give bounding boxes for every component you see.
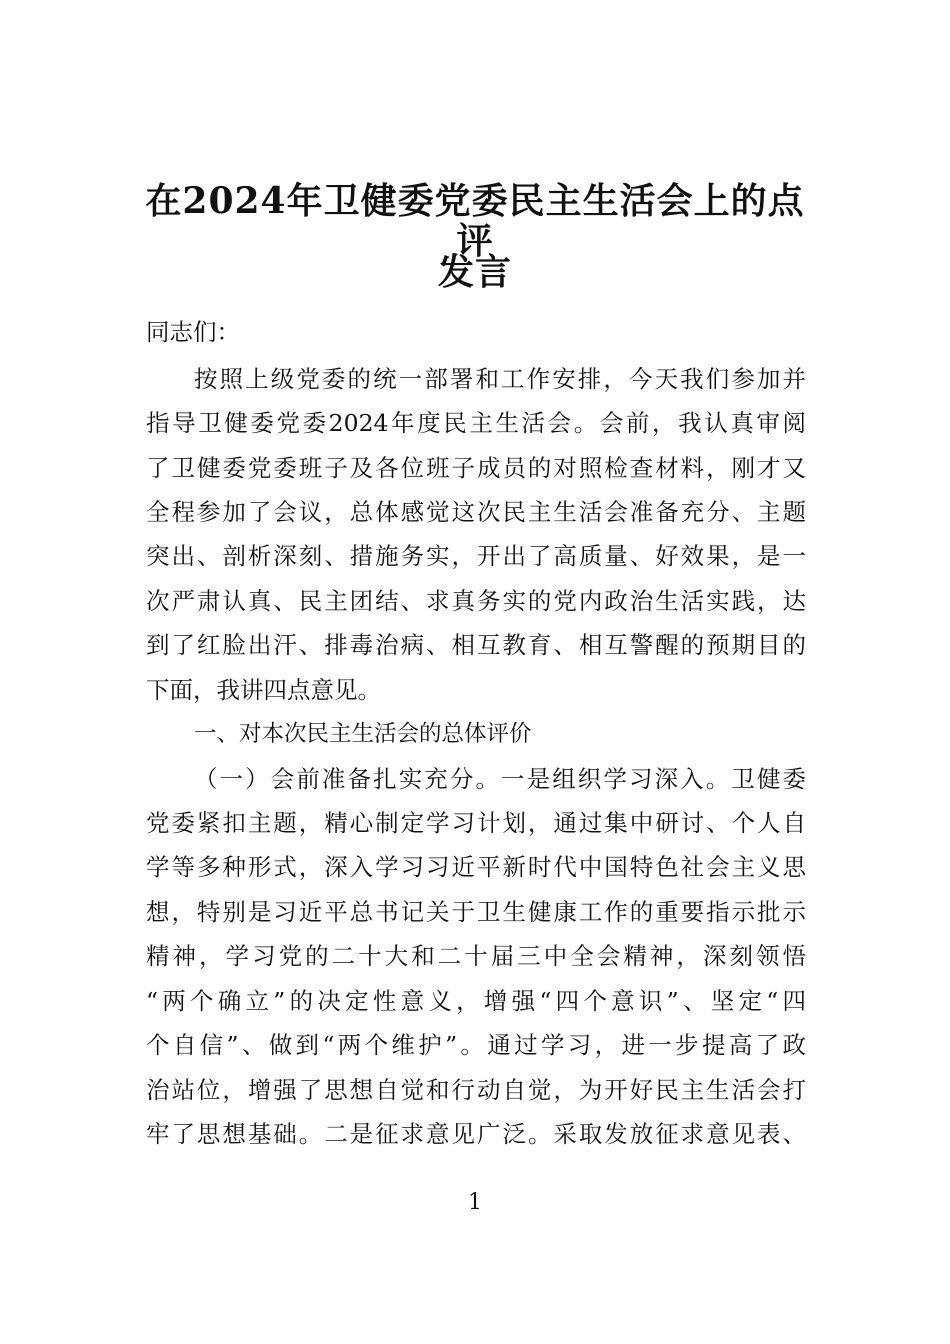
paragraph-line: 突出、剖析深刻、措施务实，开出了高质量、好效果，是一 <box>146 542 806 570</box>
paragraph-line: 次严肃认真、民主团结、求真务实的党内政治生活实践，达 <box>146 587 806 615</box>
paragraph-line: 党委紧扣主题，精心制定学习计划，通过集中研讨、个人自 <box>146 809 806 837</box>
document-title-line-1: 在2024年卫健委党委民主生活会上的点评 <box>145 180 805 262</box>
section-heading: 一、对本次民主生活会的总体评价 <box>194 721 532 747</box>
paragraph-line: 学等多种形式，深入学习习近平新时代中国特色社会主义思 <box>146 853 806 881</box>
page-number: 1 <box>468 1190 482 1215</box>
paragraph-line: 治站位，增强了思想自觉和行动自觉，为开好民主生活会打 <box>146 1076 806 1104</box>
paragraph-line: 想，特别是习近平总书记关于卫生健康工作的重要指示批示 <box>146 898 806 926</box>
paragraph-line: 精神，学习党的二十大和二十届三中全会精神，深刻领悟 <box>146 942 806 970</box>
document-title-line-2: 发言 <box>437 251 512 293</box>
paragraph-line: 按照上级党委的统一部署和工作安排，今天我们参加并 <box>194 365 806 393</box>
paragraph-line: 到了红脸出汗、排毒治病、相互教育、相互警醒的预期目的 <box>146 631 806 659</box>
paragraph-line: 指导卫健委党委2024年度民主生活会。会前，我认真审阅 <box>146 409 806 437</box>
paragraph-line: （一）会前准备扎实充分。一是组织学习深入。卫健委 <box>194 765 806 793</box>
salutation: 同志们： <box>146 318 240 346</box>
paragraph-line: 个自信”、做到“两个维护”。通过学习，进一步提高了政 <box>146 1031 806 1059</box>
paragraph-line: 了卫健委党委班子及各位班子成员的对照检查材料，刚才又 <box>146 454 806 482</box>
paragraph-line: 全程参加了会议，总体感觉这次民主生活会准备充分、主题 <box>146 498 806 526</box>
paragraph-line: 下面，我讲四点意见。 <box>146 676 381 704</box>
paragraph-line: 牢了思想基础。二是征求意见广泛。采取发放征求意见表、 <box>146 1120 806 1148</box>
paragraph-line: “两个确立”的决定性意义，增强“四个意识”、坚定“四 <box>146 987 806 1015</box>
